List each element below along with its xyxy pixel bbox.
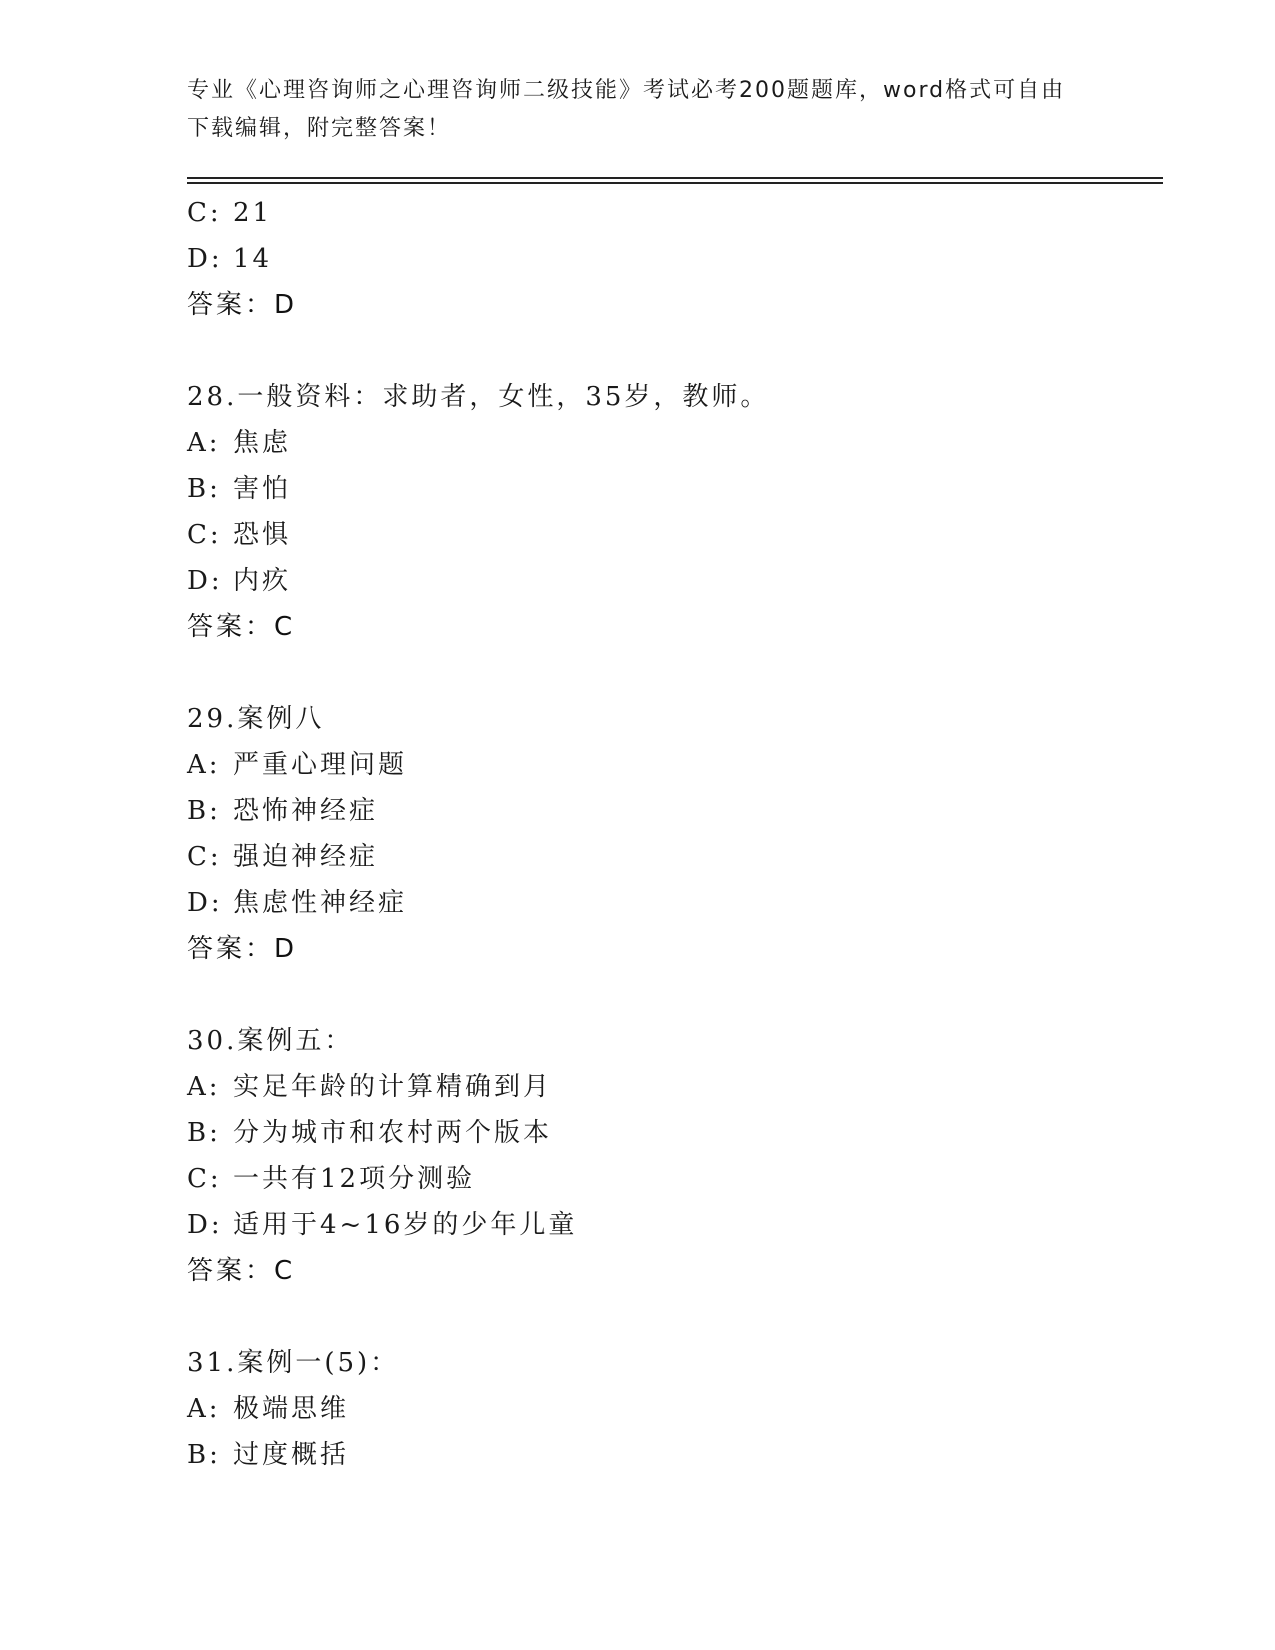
option-text: 一共有12项分测验	[233, 1164, 476, 1194]
option-line	[187, 1202, 1147, 1248]
option-text: 实足年龄的计算精确到月	[233, 1072, 553, 1102]
document-body	[187, 190, 1147, 1478]
spacer	[187, 328, 1147, 374]
question-stem: 30.案例五：	[187, 1026, 354, 1056]
answer-line: 答案：C	[187, 1256, 296, 1286]
option-label: A:	[187, 428, 221, 458]
header-divider-bottom	[187, 182, 1163, 184]
option-line	[187, 512, 1147, 558]
option-label: C:	[187, 198, 222, 228]
option-label: B:	[187, 474, 221, 504]
option-line	[187, 1432, 1147, 1478]
option-label: A:	[187, 1394, 221, 1424]
answer-line: 答案：D	[187, 934, 298, 964]
option-label: B:	[187, 1440, 221, 1470]
option-text: 极端思维	[233, 1394, 350, 1424]
option-label: C:	[187, 520, 222, 550]
option-line	[187, 236, 1147, 282]
option-line	[187, 558, 1147, 604]
option-line	[187, 1156, 1147, 1202]
option-line	[187, 788, 1147, 834]
document-header: 专业《心理咨询师之心理咨询师二级技能》考试必考200题题库，word格式可自由下载编辑，附完整答案！	[187, 78, 1066, 141]
question-stem: 29.案例八	[187, 704, 325, 734]
answer-line: 答案：C	[187, 612, 296, 642]
option-label: B:	[187, 1118, 221, 1148]
option-label: D:	[187, 244, 223, 274]
option-text: 14	[233, 244, 273, 274]
spacer	[187, 972, 1147, 1018]
option-label: C:	[187, 1164, 222, 1194]
question-stem: 31.案例一(5)：	[187, 1348, 400, 1378]
option-text: 恐怖神经症	[233, 796, 379, 826]
option-text: 焦虑性神经症	[233, 888, 408, 918]
option-text: 焦虑	[233, 428, 292, 458]
option-line	[187, 1110, 1147, 1156]
answer-line: 答案：D	[187, 290, 298, 320]
question-stem: 28.一般资料：求助者，女性，35岁，教师。	[187, 382, 770, 412]
option-label: D:	[187, 566, 223, 596]
option-line	[187, 466, 1147, 512]
option-line	[187, 1064, 1147, 1110]
spacer	[187, 1294, 1147, 1340]
option-text: 强迫神经症	[233, 842, 379, 872]
option-label: A:	[187, 750, 221, 780]
option-text: 过度概括	[233, 1440, 350, 1470]
option-line	[187, 834, 1147, 880]
header-divider-top	[187, 177, 1163, 179]
option-line	[187, 420, 1147, 466]
option-text: 恐惧	[233, 520, 292, 550]
option-line	[187, 190, 1147, 236]
option-text: 严重心理问题	[233, 750, 408, 780]
option-text: 内疚	[233, 566, 292, 596]
option-text: 21	[233, 198, 273, 228]
option-line	[187, 1386, 1147, 1432]
option-label: C:	[187, 842, 222, 872]
option-label: A:	[187, 1072, 221, 1102]
option-label: B:	[187, 796, 221, 826]
option-text: 害怕	[233, 474, 292, 504]
option-line	[187, 742, 1147, 788]
option-label: D:	[187, 888, 223, 918]
option-text: 分为城市和农村两个版本	[233, 1118, 553, 1148]
option-line	[187, 880, 1147, 926]
option-label: D:	[187, 1210, 223, 1240]
spacer	[187, 650, 1147, 696]
option-text: 适用于4~16岁的少年儿童	[233, 1210, 578, 1240]
